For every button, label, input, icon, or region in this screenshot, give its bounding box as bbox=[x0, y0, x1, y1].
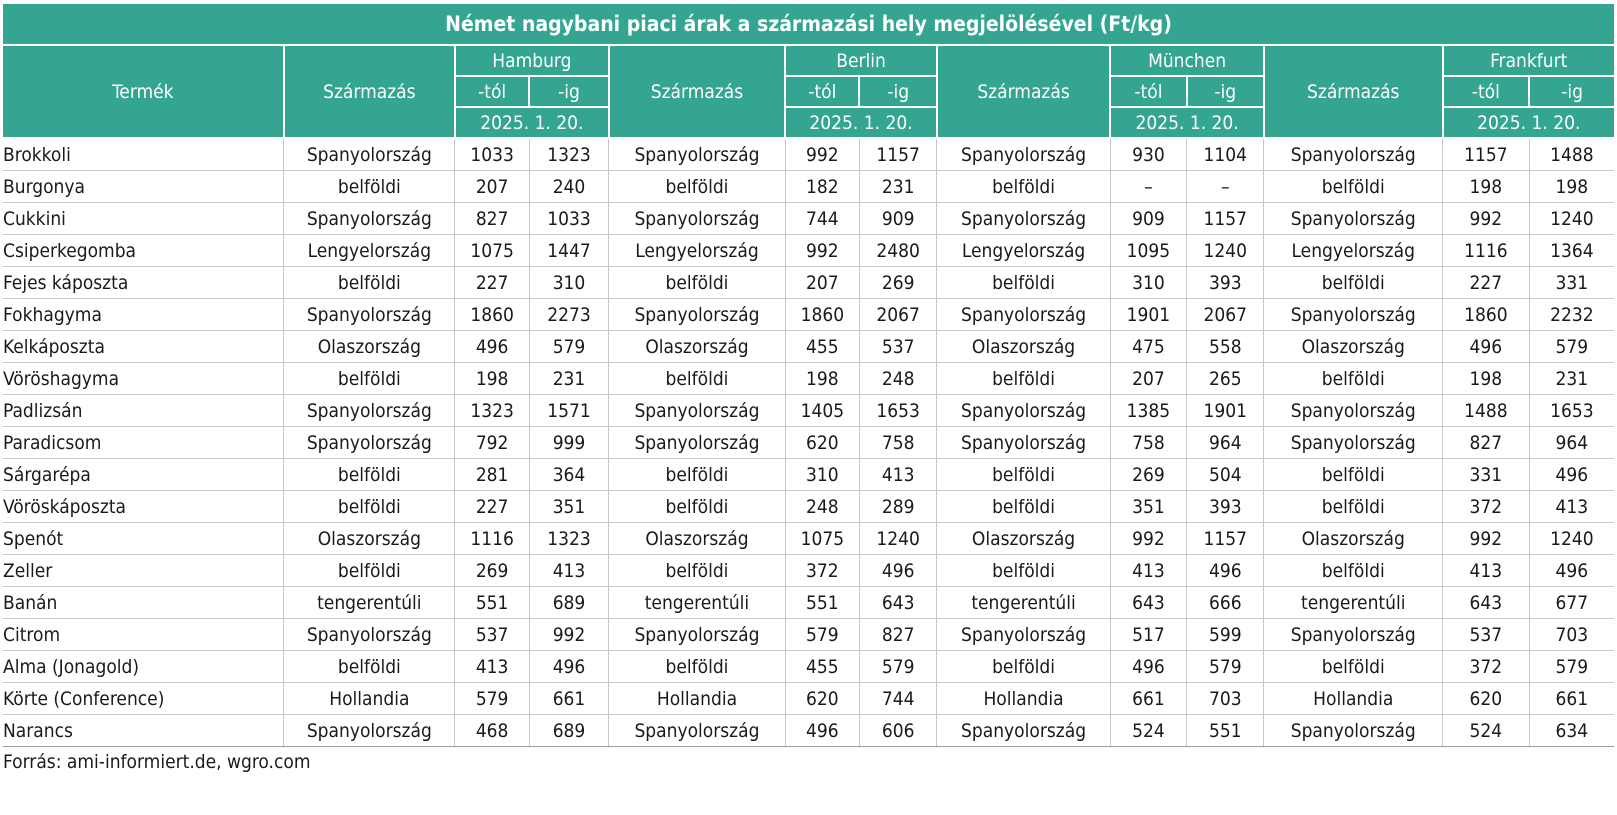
header-to-1: -ig bbox=[859, 76, 936, 107]
table-header bbox=[3, 4, 1614, 138]
price-from-cell: 372 bbox=[1443, 651, 1530, 683]
price-from-cell: 661 bbox=[1110, 683, 1186, 715]
table-body bbox=[3, 138, 1614, 747]
table-row bbox=[3, 683, 1614, 715]
price-to-cell: 1653 bbox=[859, 395, 936, 427]
origin-cell: Olaszország bbox=[284, 331, 455, 363]
origin-cell: belföldi bbox=[284, 363, 455, 395]
table-row bbox=[3, 331, 1614, 363]
price-from-cell: 198 bbox=[455, 363, 529, 395]
price-to-cell: 599 bbox=[1187, 619, 1264, 651]
price-to-cell: 2273 bbox=[529, 299, 608, 331]
header-date-2: 2025. 1. 20. bbox=[1110, 107, 1264, 138]
price-to-cell: 231 bbox=[859, 171, 936, 203]
origin-cell: Spanyolország bbox=[284, 395, 455, 427]
price-from-cell: 413 bbox=[1443, 555, 1530, 587]
price-from-cell: 227 bbox=[455, 491, 529, 523]
header-city-0: Hamburg bbox=[455, 45, 609, 76]
price-to-cell: 703 bbox=[1187, 683, 1264, 715]
table-row bbox=[3, 427, 1614, 459]
price-to-cell: 413 bbox=[1529, 491, 1614, 523]
product-cell: Vöröshagyma bbox=[3, 363, 284, 395]
price-from-cell: 227 bbox=[1443, 267, 1530, 299]
price-from-cell: 930 bbox=[1110, 138, 1186, 171]
origin-cell: Olaszország bbox=[1264, 331, 1443, 363]
header-from-1: -tól bbox=[785, 76, 859, 107]
product-cell: Spenót bbox=[3, 523, 284, 555]
origin-cell: belföldi bbox=[937, 171, 1110, 203]
origin-cell: Spanyolország bbox=[1264, 715, 1443, 747]
product-cell: Narancs bbox=[3, 715, 284, 747]
price-to-cell: 579 bbox=[1529, 331, 1614, 363]
price-to-cell: 643 bbox=[859, 587, 936, 619]
origin-cell: Olaszország bbox=[937, 331, 1110, 363]
origin-cell: belföldi bbox=[609, 363, 785, 395]
price-from-cell: 1488 bbox=[1443, 395, 1530, 427]
origin-cell: belföldi bbox=[609, 555, 785, 587]
price-to-cell: 231 bbox=[1529, 363, 1614, 395]
origin-cell: Spanyolország bbox=[284, 138, 455, 171]
price-from-cell: 198 bbox=[1443, 171, 1530, 203]
price-from-cell: 992 bbox=[1110, 523, 1186, 555]
origin-cell: Olaszország bbox=[937, 523, 1110, 555]
price-to-cell: 1901 bbox=[1187, 395, 1264, 427]
price-from-cell: 182 bbox=[785, 171, 859, 203]
table-row bbox=[3, 715, 1614, 747]
price-from-cell: 496 bbox=[785, 715, 859, 747]
origin-cell: belföldi bbox=[284, 555, 455, 587]
price-from-cell: 1901 bbox=[1110, 299, 1186, 331]
price-to-cell: 677 bbox=[1529, 587, 1614, 619]
header-origin-0: Származás bbox=[284, 45, 455, 138]
product-cell: Brokkoli bbox=[3, 138, 284, 171]
price-from-cell: 620 bbox=[785, 427, 859, 459]
price-to-cell: – bbox=[1187, 171, 1264, 203]
origin-cell: belföldi bbox=[609, 491, 785, 523]
origin-cell: Spanyolország bbox=[609, 138, 785, 171]
table-row bbox=[3, 267, 1614, 299]
origin-cell: Spanyolország bbox=[609, 715, 785, 747]
table-row bbox=[3, 203, 1614, 235]
price-from-cell: 269 bbox=[1110, 459, 1186, 491]
price-to-cell: 1447 bbox=[529, 235, 608, 267]
product-cell: Zeller bbox=[3, 555, 284, 587]
price-to-cell: 1488 bbox=[1529, 138, 1614, 171]
price-to-cell: 1157 bbox=[1187, 523, 1264, 555]
origin-cell: belföldi bbox=[937, 363, 1110, 395]
product-cell: Körte (Conference) bbox=[3, 683, 284, 715]
price-from-cell: – bbox=[1110, 171, 1186, 203]
origin-cell: belföldi bbox=[284, 171, 455, 203]
price-from-cell: 1116 bbox=[1443, 235, 1530, 267]
price-to-cell: 289 bbox=[859, 491, 936, 523]
price-from-cell: 620 bbox=[785, 683, 859, 715]
origin-cell: belföldi bbox=[1264, 267, 1443, 299]
origin-cell: Olaszország bbox=[609, 331, 785, 363]
product-cell: Banán bbox=[3, 587, 284, 619]
price-from-cell: 455 bbox=[785, 331, 859, 363]
origin-cell: Lengyelország bbox=[609, 235, 785, 267]
price-to-cell: 689 bbox=[529, 587, 608, 619]
price-to-cell: 689 bbox=[529, 715, 608, 747]
price-from-cell: 537 bbox=[455, 619, 529, 651]
price-from-cell: 1323 bbox=[455, 395, 529, 427]
price-from-cell: 524 bbox=[1110, 715, 1186, 747]
price-to-cell: 909 bbox=[859, 203, 936, 235]
origin-cell: tengerentúli bbox=[937, 587, 1110, 619]
product-cell: Sárgarépa bbox=[3, 459, 284, 491]
price-to-cell: 661 bbox=[529, 683, 608, 715]
price-from-cell: 468 bbox=[455, 715, 529, 747]
price-from-cell: 551 bbox=[785, 587, 859, 619]
price-from-cell: 475 bbox=[1110, 331, 1186, 363]
price-to-cell: 551 bbox=[1187, 715, 1264, 747]
price-from-cell: 1860 bbox=[785, 299, 859, 331]
origin-cell: belföldi bbox=[1264, 363, 1443, 395]
price-to-cell: 1323 bbox=[529, 523, 608, 555]
price-to-cell: 1240 bbox=[1529, 203, 1614, 235]
price-from-cell: 1860 bbox=[455, 299, 529, 331]
price-to-cell: 2067 bbox=[859, 299, 936, 331]
price-from-cell: 517 bbox=[1110, 619, 1186, 651]
origin-cell: belföldi bbox=[1264, 491, 1443, 523]
price-to-cell: 496 bbox=[529, 651, 608, 683]
table-row bbox=[3, 395, 1614, 427]
origin-cell: belföldi bbox=[284, 491, 455, 523]
price-from-cell: 1157 bbox=[1443, 138, 1530, 171]
price-from-cell: 269 bbox=[455, 555, 529, 587]
header-origin-2: Származás bbox=[937, 45, 1110, 138]
product-cell: Citrom bbox=[3, 619, 284, 651]
price-to-cell: 1104 bbox=[1187, 138, 1264, 171]
price-to-cell: 964 bbox=[1187, 427, 1264, 459]
header-date-0: 2025. 1. 20. bbox=[455, 107, 609, 138]
price-from-cell: 198 bbox=[1443, 363, 1530, 395]
origin-cell: belföldi bbox=[937, 555, 1110, 587]
origin-cell: belföldi bbox=[1264, 555, 1443, 587]
price-from-cell: 207 bbox=[455, 171, 529, 203]
price-from-cell: 207 bbox=[1110, 363, 1186, 395]
price-to-cell: 351 bbox=[529, 491, 608, 523]
price-to-cell: 231 bbox=[529, 363, 608, 395]
price-to-cell: 558 bbox=[1187, 331, 1264, 363]
price-from-cell: 827 bbox=[1443, 427, 1530, 459]
header-to-2: -ig bbox=[1187, 76, 1264, 107]
price-from-cell: 310 bbox=[785, 459, 859, 491]
price-from-cell: 496 bbox=[455, 331, 529, 363]
price-from-cell: 992 bbox=[785, 235, 859, 267]
origin-cell: Hollandia bbox=[1264, 683, 1443, 715]
origin-cell: belföldi bbox=[937, 459, 1110, 491]
price-from-cell: 1075 bbox=[455, 235, 529, 267]
price-to-cell: 331 bbox=[1529, 267, 1614, 299]
origin-cell: Spanyolország bbox=[284, 715, 455, 747]
price-from-cell: 992 bbox=[785, 138, 859, 171]
origin-cell: Spanyolország bbox=[1264, 203, 1443, 235]
price-to-cell: 393 bbox=[1187, 267, 1264, 299]
price-to-cell: 1157 bbox=[1187, 203, 1264, 235]
table-row bbox=[3, 299, 1614, 331]
price-to-cell: 1364 bbox=[1529, 235, 1614, 267]
table-row bbox=[3, 555, 1614, 587]
price-from-cell: 372 bbox=[1443, 491, 1530, 523]
origin-cell: Lengyelország bbox=[937, 235, 1110, 267]
price-to-cell: 703 bbox=[1529, 619, 1614, 651]
price-from-cell: 537 bbox=[1443, 619, 1530, 651]
origin-cell: Spanyolország bbox=[937, 619, 1110, 651]
price-to-cell: 1240 bbox=[1529, 523, 1614, 555]
price-from-cell: 909 bbox=[1110, 203, 1186, 235]
origin-cell: belföldi bbox=[937, 651, 1110, 683]
price-to-cell: 240 bbox=[529, 171, 608, 203]
price-table-container bbox=[3, 4, 1614, 773]
origin-cell: belföldi bbox=[937, 491, 1110, 523]
price-from-cell: 281 bbox=[455, 459, 529, 491]
price-from-cell: 310 bbox=[1110, 267, 1186, 299]
origin-cell: Hollandia bbox=[937, 683, 1110, 715]
price-to-cell: 2232 bbox=[1529, 299, 1614, 331]
origin-cell: Olaszország bbox=[284, 523, 455, 555]
product-cell: Fokhagyma bbox=[3, 299, 284, 331]
table-row bbox=[3, 587, 1614, 619]
price-to-cell: 758 bbox=[859, 427, 936, 459]
price-to-cell: 744 bbox=[859, 683, 936, 715]
price-to-cell: 310 bbox=[529, 267, 608, 299]
price-from-cell: 1033 bbox=[455, 138, 529, 171]
header-from-3: -tól bbox=[1443, 76, 1530, 107]
header-date-1: 2025. 1. 20. bbox=[785, 107, 937, 138]
table-row bbox=[3, 235, 1614, 267]
origin-cell: belföldi bbox=[609, 459, 785, 491]
origin-cell: Spanyolország bbox=[937, 427, 1110, 459]
origin-cell: belföldi bbox=[937, 267, 1110, 299]
product-cell: Alma (Jonagold) bbox=[3, 651, 284, 683]
price-from-cell: 248 bbox=[785, 491, 859, 523]
price-to-cell: 2067 bbox=[1187, 299, 1264, 331]
price-from-cell: 620 bbox=[1443, 683, 1530, 715]
product-cell: Cukkini bbox=[3, 203, 284, 235]
origin-cell: Hollandia bbox=[284, 683, 455, 715]
price-from-cell: 1116 bbox=[455, 523, 529, 555]
product-cell: Padlizsán bbox=[3, 395, 284, 427]
origin-cell: belföldi bbox=[1264, 459, 1443, 491]
price-from-cell: 413 bbox=[455, 651, 529, 683]
price-to-cell: 248 bbox=[859, 363, 936, 395]
product-cell: Csiperkegomba bbox=[3, 235, 284, 267]
price-from-cell: 992 bbox=[1443, 203, 1530, 235]
price-from-cell: 551 bbox=[455, 587, 529, 619]
price-to-cell: 992 bbox=[529, 619, 608, 651]
origin-cell: Spanyolország bbox=[284, 427, 455, 459]
price-from-cell: 227 bbox=[455, 267, 529, 299]
source-note: Forrás: ami-informiert.de, wgro.com bbox=[3, 751, 311, 773]
product-cell: Fejes káposzta bbox=[3, 267, 284, 299]
product-cell: Burgonya bbox=[3, 171, 284, 203]
table-row bbox=[3, 459, 1614, 491]
price-to-cell: 1240 bbox=[859, 523, 936, 555]
origin-cell: Spanyolország bbox=[284, 619, 455, 651]
price-table bbox=[3, 4, 1614, 747]
origin-cell: Spanyolország bbox=[284, 203, 455, 235]
price-from-cell: 331 bbox=[1443, 459, 1530, 491]
price-to-cell: 579 bbox=[1529, 651, 1614, 683]
origin-cell: Spanyolország bbox=[609, 299, 785, 331]
price-to-cell: 666 bbox=[1187, 587, 1264, 619]
product-cell: Vöröskáposzta bbox=[3, 491, 284, 523]
price-to-cell: 413 bbox=[859, 459, 936, 491]
origin-cell: Spanyolország bbox=[1264, 395, 1443, 427]
price-to-cell: 999 bbox=[529, 427, 608, 459]
price-to-cell: 1240 bbox=[1187, 235, 1264, 267]
table-row bbox=[3, 491, 1614, 523]
price-to-cell: 661 bbox=[1529, 683, 1614, 715]
origin-cell: Spanyolország bbox=[937, 395, 1110, 427]
table-row bbox=[3, 138, 1614, 171]
table-row bbox=[3, 363, 1614, 395]
price-to-cell: 265 bbox=[1187, 363, 1264, 395]
header-city-2: München bbox=[1110, 45, 1264, 76]
origin-cell: Lengyelország bbox=[1264, 235, 1443, 267]
header-from-0: -tól bbox=[455, 76, 529, 107]
origin-cell: belföldi bbox=[284, 459, 455, 491]
price-to-cell: 579 bbox=[1187, 651, 1264, 683]
price-to-cell: 606 bbox=[859, 715, 936, 747]
origin-cell: Spanyolország bbox=[609, 619, 785, 651]
price-from-cell: 744 bbox=[785, 203, 859, 235]
price-from-cell: 496 bbox=[1443, 331, 1530, 363]
price-from-cell: 827 bbox=[455, 203, 529, 235]
price-from-cell: 1095 bbox=[1110, 235, 1186, 267]
price-from-cell: 1075 bbox=[785, 523, 859, 555]
price-to-cell: 496 bbox=[1529, 459, 1614, 491]
header-origin-1: Származás bbox=[609, 45, 785, 138]
origin-cell: Olaszország bbox=[1264, 523, 1443, 555]
origin-cell: Spanyolország bbox=[284, 299, 455, 331]
price-from-cell: 455 bbox=[785, 651, 859, 683]
price-from-cell: 372 bbox=[785, 555, 859, 587]
price-from-cell: 207 bbox=[785, 267, 859, 299]
price-to-cell: 1157 bbox=[859, 138, 936, 171]
price-to-cell: 198 bbox=[1529, 171, 1614, 203]
origin-cell: Lengyelország bbox=[284, 235, 455, 267]
table-row bbox=[3, 523, 1614, 555]
price-to-cell: 579 bbox=[529, 331, 608, 363]
origin-cell: Olaszország bbox=[609, 523, 785, 555]
origin-cell: belföldi bbox=[1264, 651, 1443, 683]
origin-cell: Spanyolország bbox=[937, 299, 1110, 331]
origin-cell: Spanyolország bbox=[609, 203, 785, 235]
price-to-cell: 496 bbox=[859, 555, 936, 587]
header-from-2: -tól bbox=[1110, 76, 1186, 107]
price-from-cell: 792 bbox=[455, 427, 529, 459]
origin-cell: Spanyolország bbox=[609, 427, 785, 459]
price-to-cell: 269 bbox=[859, 267, 936, 299]
origin-cell: Spanyolország bbox=[937, 138, 1110, 171]
price-from-cell: 198 bbox=[785, 363, 859, 395]
price-to-cell: 496 bbox=[1529, 555, 1614, 587]
price-to-cell: 579 bbox=[859, 651, 936, 683]
origin-cell: tengerentúli bbox=[284, 587, 455, 619]
header-origin-3: Származás bbox=[1264, 45, 1443, 138]
price-from-cell: 579 bbox=[455, 683, 529, 715]
price-to-cell: 634 bbox=[1529, 715, 1614, 747]
price-to-cell: 964 bbox=[1529, 427, 1614, 459]
origin-cell: Spanyolország bbox=[1264, 138, 1443, 171]
origin-cell: Spanyolország bbox=[1264, 299, 1443, 331]
price-to-cell: 364 bbox=[529, 459, 608, 491]
price-from-cell: 992 bbox=[1443, 523, 1530, 555]
origin-cell: belföldi bbox=[284, 651, 455, 683]
price-from-cell: 1860 bbox=[1443, 299, 1530, 331]
origin-cell: Spanyolország bbox=[937, 715, 1110, 747]
price-from-cell: 524 bbox=[1443, 715, 1530, 747]
price-to-cell: 393 bbox=[1187, 491, 1264, 523]
table-title: Német nagybani piaci árak a származási hely megjelölésével (Ft/kg) bbox=[3, 4, 1614, 45]
origin-cell: Spanyolország bbox=[1264, 427, 1443, 459]
price-to-cell: 504 bbox=[1187, 459, 1264, 491]
product-cell: Kelkáposzta bbox=[3, 331, 284, 363]
origin-cell: belföldi bbox=[609, 267, 785, 299]
origin-cell: belföldi bbox=[609, 651, 785, 683]
price-from-cell: 1385 bbox=[1110, 395, 1186, 427]
table-row bbox=[3, 171, 1614, 203]
header-product: Termék bbox=[3, 45, 284, 138]
header-to-3: -ig bbox=[1529, 76, 1614, 107]
price-from-cell: 643 bbox=[1443, 587, 1530, 619]
origin-cell: belföldi bbox=[609, 171, 785, 203]
price-from-cell: 643 bbox=[1110, 587, 1186, 619]
price-from-cell: 1405 bbox=[785, 395, 859, 427]
header-to-0: -ig bbox=[529, 76, 608, 107]
table-row bbox=[3, 619, 1614, 651]
product-cell: Paradicsom bbox=[3, 427, 284, 459]
price-to-cell: 1033 bbox=[529, 203, 608, 235]
origin-cell: belföldi bbox=[1264, 171, 1443, 203]
origin-cell: tengerentúli bbox=[1264, 587, 1443, 619]
price-to-cell: 827 bbox=[859, 619, 936, 651]
origin-cell: Spanyolország bbox=[1264, 619, 1443, 651]
price-from-cell: 413 bbox=[1110, 555, 1186, 587]
origin-cell: tengerentúli bbox=[609, 587, 785, 619]
price-to-cell: 496 bbox=[1187, 555, 1264, 587]
origin-cell: belföldi bbox=[284, 267, 455, 299]
price-to-cell: 1323 bbox=[529, 138, 608, 171]
header-date-3: 2025. 1. 20. bbox=[1443, 107, 1615, 138]
price-to-cell: 2480 bbox=[859, 235, 936, 267]
origin-cell: Spanyolország bbox=[609, 395, 785, 427]
price-from-cell: 496 bbox=[1110, 651, 1186, 683]
table-row bbox=[3, 651, 1614, 683]
price-from-cell: 351 bbox=[1110, 491, 1186, 523]
origin-cell: Spanyolország bbox=[937, 203, 1110, 235]
price-to-cell: 537 bbox=[859, 331, 936, 363]
price-to-cell: 1571 bbox=[529, 395, 608, 427]
price-to-cell: 413 bbox=[529, 555, 608, 587]
price-from-cell: 758 bbox=[1110, 427, 1186, 459]
origin-cell: Hollandia bbox=[609, 683, 785, 715]
header-city-3: Frankfurt bbox=[1443, 45, 1615, 76]
price-to-cell: 1653 bbox=[1529, 395, 1614, 427]
price-from-cell: 579 bbox=[785, 619, 859, 651]
header-city-1: Berlin bbox=[785, 45, 937, 76]
